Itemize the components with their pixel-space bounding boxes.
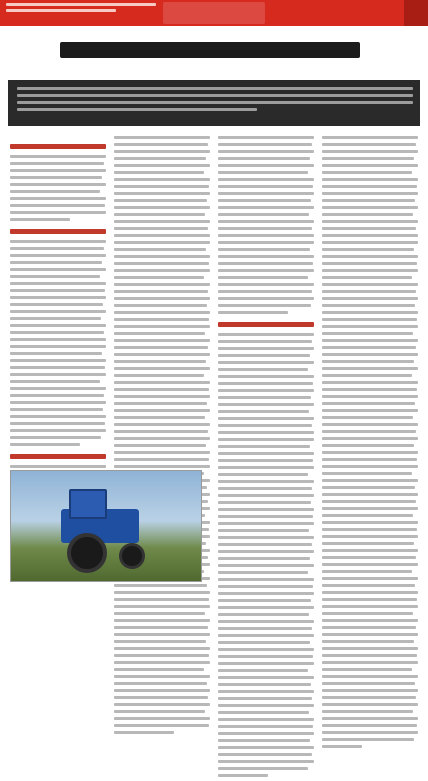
lead-paragraph xyxy=(8,80,420,126)
section-subhead xyxy=(10,229,106,234)
section-subhead xyxy=(10,144,106,149)
issue-meta xyxy=(6,3,156,15)
headline xyxy=(60,42,360,68)
page-header xyxy=(0,0,428,26)
tractor-front-wheel xyxy=(119,543,145,569)
article-column-3 xyxy=(218,136,314,781)
article-column-1 xyxy=(10,136,106,507)
tractor-photo xyxy=(10,470,202,582)
article-column-2 xyxy=(114,136,210,738)
tractor-cab xyxy=(69,489,107,519)
tractor-rear-wheel xyxy=(67,533,107,573)
section-subhead xyxy=(10,454,106,459)
page-number xyxy=(404,0,428,26)
section-subhead xyxy=(218,322,314,327)
article-column-4 xyxy=(322,136,418,752)
section-title xyxy=(163,2,265,24)
